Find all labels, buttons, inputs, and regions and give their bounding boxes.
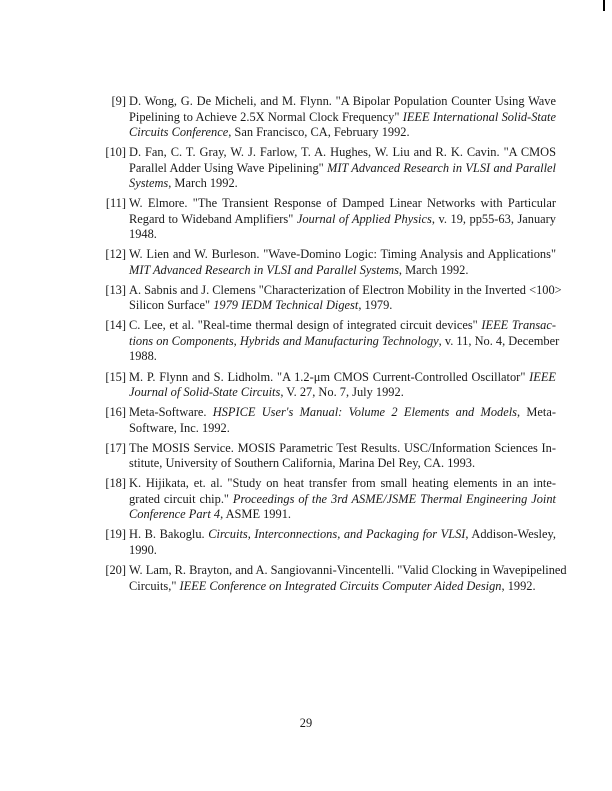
reference-line — [129, 349, 556, 365]
reference-text: , 1979. — [358, 298, 393, 313]
reference-line — [129, 145, 556, 161]
reference-text: 1990. — [129, 542, 157, 557]
reference-italic-text: Systems — [129, 176, 169, 191]
reference-line — [129, 196, 556, 212]
reference-number: [14] — [105, 318, 126, 333]
reference-line — [129, 527, 556, 543]
reference-italic-text: Proceedings of the 3rd ASME/JSME Thermal Engineering Joint — [232, 491, 556, 506]
reference-number: [20] — [105, 563, 126, 578]
reference-text: , March 1992. — [398, 262, 469, 277]
reference-text: , March 1992. — [168, 176, 238, 191]
reference-text: stitute, University of Southern California, Marina Del Rey, CA. 1993. — [129, 456, 476, 471]
reference-text: , Meta- — [517, 405, 556, 420]
reference-text: D. Fan, C. T. Gray, W. J. Farlow, T. A. Hughes, W. Liu and R. K. Cavin. "A CMOS — [129, 145, 556, 160]
reference-line — [129, 492, 556, 508]
reference-number: [13] — [105, 282, 126, 297]
reference-text: A. Sabnis and J. Clemens "Characterization of Electron Mobility in the Inverted <100> — [129, 282, 562, 297]
reference-entry — [78, 405, 556, 436]
reference-line — [129, 298, 556, 314]
reference-italic-text: Circuits, Interconnections, and Packaging for VLSI — [208, 527, 466, 542]
reference-line — [129, 456, 556, 472]
reference-entry — [78, 318, 560, 365]
reference-line — [129, 421, 556, 437]
reference-italic-text: Conference Part 4 — [129, 507, 221, 522]
reference-text: , ASME 1991. — [220, 507, 291, 522]
reference-line — [129, 263, 556, 279]
reference-line — [129, 476, 556, 492]
reference-number: [9] — [111, 94, 126, 108]
reference-entry — [78, 527, 556, 558]
reference-italic-text: 1979 IEDM Technical Digest — [213, 298, 359, 313]
reference-text: C. Lee, et al. "Real-time thermal design of integrated circuit devices" — [129, 318, 482, 333]
reference-entry — [78, 94, 556, 141]
reference-line — [129, 370, 556, 386]
reference-line — [129, 385, 556, 401]
reference-text: 1948. — [129, 227, 157, 242]
reference-line — [129, 563, 567, 579]
reference-list — [78, 94, 567, 599]
reference-text: , 1992. — [501, 578, 536, 593]
reference-line — [129, 507, 556, 523]
reference-text: 1988. — [129, 349, 157, 364]
reference-italic-text: IEEE International Solid-State — [402, 109, 556, 124]
reference-entry — [78, 247, 556, 278]
reference-number: [17] — [105, 440, 126, 455]
reference-line — [129, 333, 560, 350]
reference-text: grated circuit chip." — [129, 491, 233, 506]
reference-number: [11] — [105, 196, 126, 211]
page-number: 29 — [299, 716, 313, 730]
reference-line — [129, 543, 556, 559]
reference-text: M. P. Flynn and S. Lidholm. "A 1.2-μm CMOS Current-Controlled Oscillator" — [129, 369, 530, 384]
reference-italic-text: MIT Advanced Research in VLSI and Parallel — [327, 160, 556, 175]
reference-italic-text: MIT Advanced Research in VLSI and Parallel Systems — [129, 262, 399, 277]
reference-text: Circuits," — [129, 578, 180, 593]
reference-line — [129, 125, 556, 141]
reference-line — [129, 247, 556, 263]
scan-corner-mark — [603, 0, 605, 11]
reference-text: H. B. Bakoglu. — [129, 527, 209, 542]
reference-italic-text: HSPICE User's Manual: Volume 2 Elements and Models — [212, 405, 517, 420]
reference-text: , v. 11, No. 4, December — [438, 333, 560, 348]
reference-entry — [78, 145, 556, 192]
reference-text: Regard to Wideband Amplifiers" — [129, 211, 297, 226]
reference-italic-text: Journal of Applied Physics — [296, 211, 432, 226]
reference-text: , V. 27, No. 7, July 1992. — [280, 385, 404, 400]
reference-line — [129, 405, 556, 421]
reference-line — [129, 176, 556, 192]
reference-text: Software, Inc. 1992. — [129, 420, 230, 435]
reference-text: Meta-Software. — [129, 405, 213, 420]
reference-line — [129, 94, 556, 110]
reference-line — [129, 110, 556, 126]
reference-text: , San Francisco, CA, February 1992. — [228, 125, 410, 139]
reference-entry — [78, 476, 556, 523]
reference-entry — [78, 441, 556, 472]
reference-number: [19] — [105, 527, 126, 542]
reference-italic-text: tions on Components, Hybrids and Manufacturing Technology — [129, 333, 439, 348]
reference-line — [129, 212, 556, 228]
reference-number: [10] — [105, 145, 126, 160]
reference-line — [129, 318, 556, 334]
reference-entry — [78, 563, 567, 594]
reference-number: [18] — [105, 476, 126, 491]
reference-text: W. Elmore. "The Transient Response of Damped Linear Networks with Particular — [129, 196, 556, 211]
reference-italic-text: IEEE Transac- — [481, 318, 556, 333]
reference-text: Pipelining to Achieve 2.5X Normal Clock Frequency" — [129, 109, 403, 124]
reference-text: , v. 19, pp55-63, January — [431, 211, 556, 226]
reference-italic-text: IEEE — [529, 369, 556, 384]
reference-text: D. Wong, G. De Micheli, and M. Flynn. "A Bipolar Population Counter Using Wave — [129, 94, 556, 108]
reference-text: W. Lien and W. Burleson. "Wave-Domino Logic: Timing Analysis and Applications" — [129, 247, 556, 262]
reference-entry — [78, 196, 556, 243]
reference-italic-text: IEEE Conference on Integrated Circuits Computer Aided Design — [179, 578, 502, 593]
reference-entry — [78, 282, 562, 314]
reference-number: [15] — [105, 369, 126, 384]
reference-text: Parallel Adder Using Wave Pipelining" — [129, 160, 328, 175]
reference-line — [129, 579, 556, 595]
reference-line — [129, 282, 562, 299]
reference-text: K. Hijikata, et. al. "Study on heat transfer from small heating elements in an inte- — [129, 476, 556, 491]
reference-line — [129, 227, 556, 243]
reference-entry — [78, 370, 556, 401]
reference-italic-text: Journal of Solid-State Circuits — [129, 385, 281, 400]
reference-text: , Addison-Wesley, — [465, 527, 556, 542]
reference-text: The MOSIS Service. MOSIS Parametric Test Results. USC/Information Sciences In- — [129, 440, 556, 455]
reference-number: [12] — [105, 247, 126, 262]
reference-line — [129, 441, 556, 457]
reference-line — [129, 161, 556, 177]
reference-number: [16] — [105, 405, 126, 420]
reference-italic-text: Circuits Conference — [129, 125, 229, 139]
reference-text: W. Lam, R. Brayton, and A. Sangiovanni-Vincentelli. "Valid Clocking in Wavepipelined — [129, 563, 567, 578]
reference-text: Silicon Surface" — [129, 298, 214, 313]
